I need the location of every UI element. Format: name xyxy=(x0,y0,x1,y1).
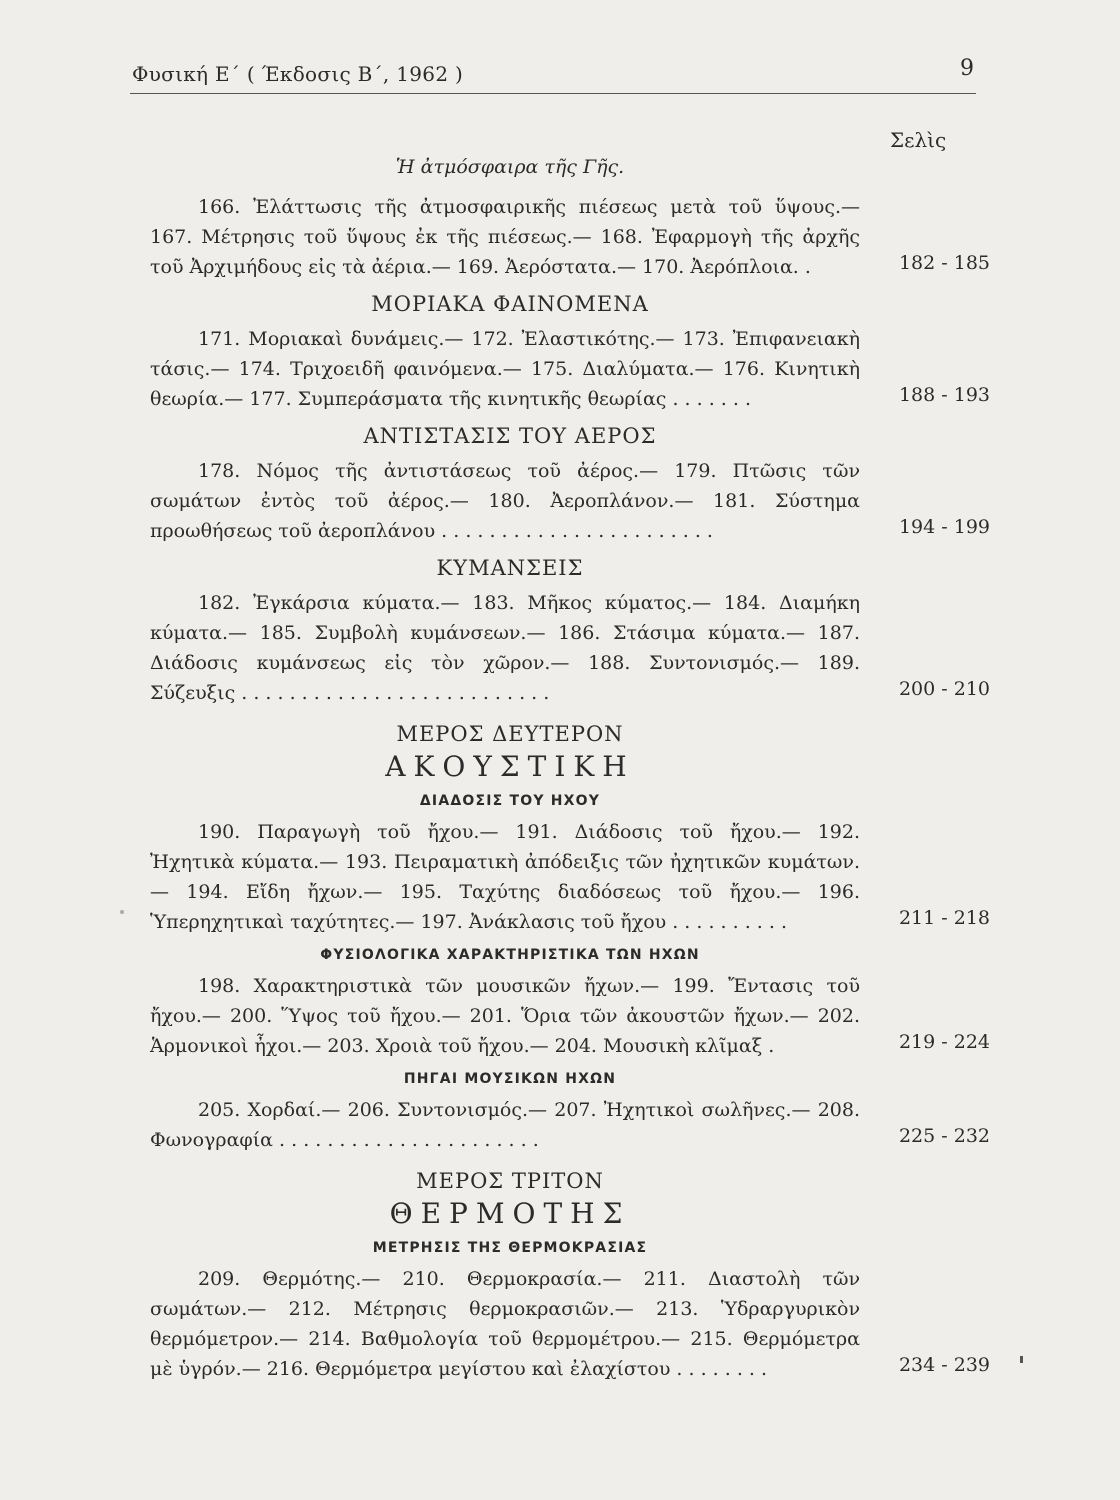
toc-entry-pages: 182 - 185 xyxy=(898,252,990,274)
page-number: 9 xyxy=(960,56,974,81)
toc-entry-pages: 194 - 199 xyxy=(898,516,990,538)
subsection-heading: Ἡ ἀτμόσφαιρα τῆς Γῆς. xyxy=(395,156,625,178)
part-heading: ΜΕΡΟΣ ΤΡΙΤΟΝ xyxy=(416,1169,604,1193)
toc-entry xyxy=(150,588,1000,708)
toc-entry-text: 178. Νόμος τῆς ἀντιστάσεως τοῦ ἀέρος.— 179. Πτῶσις τῶν σωμάτων ἐντὸς τοῦ ἀέρος.— 180. Ἀεροπλάνον.— 181. Σύστημα προωθήσεως τοῦ ἀεροπλάνου . . . . . . . . . . . . . . . . . . . . . . . xyxy=(150,460,860,542)
toc-entry-pages: 200 - 210 xyxy=(898,678,990,700)
toc-entry xyxy=(150,324,1000,414)
toc-entry-text: 205. Χορδαί.— 206. Συντονισμός.— 207. Ἠχητικοὶ σωλῆνες.— 208. Φωνογραφία . . . . . . . . . . . . . . . . . . . . . . xyxy=(150,1099,860,1151)
toc-entry-pages: 219 - 224 xyxy=(898,1031,990,1053)
section-heading: ΑΝΤΙΣΤΑΣΙΣ ΤΟΥ ΑΕΡΟΣ xyxy=(363,424,657,448)
toc-entry xyxy=(150,971,1000,1061)
toc-entry-text: 190. Παραγωγὴ τοῦ ἤχου.— 191. Διάδοσις τοῦ ἤχου.— 192. Ἠχητικὰ κύματα.— 193. Πειραματικὴ ἀπόδειξις τῶν ἠχητικῶν κυμάτων.— 194. Εἴδη ἤχων.— 195. Ταχύτης διαδόσεως τοῦ ἤχου.— 196. Ὑπερηχητικαὶ ταχύτητες.— 197. Ἀνάκλασις τοῦ ἤχου . . . . . . . . . . xyxy=(150,821,860,933)
header-rule xyxy=(130,93,976,94)
toc-entry xyxy=(150,817,1000,937)
toc-entry-text: 171. Μοριακαὶ δυνάμεις.— 172. Ἐλαστικότης.— 173. Ἐπιφανειακὴ τάσις.— 174. Τριχοειδῆ φαινόμενα.— 175. Διαλύματα.— 176. Κινητικὴ θεωρία.— 177. Συμπεράσματα τῆς κινητικῆς θεωρίας . . . . . . . xyxy=(150,328,860,410)
toc-entry xyxy=(150,192,1000,282)
subject-heading: ΘΕΡΜΟΤΗΣ xyxy=(389,1197,631,1230)
toc-blocks xyxy=(150,156,1000,1384)
pages-column-label: Σελὶς xyxy=(890,128,947,152)
chapter-heading: ΜΕΤΡΗΣΙΣ ΤΗΣ ΘΕΡΜΟΚΡΑΣΙΑΣ xyxy=(372,1240,648,1256)
toc-entry-pages: 234 - 239 xyxy=(898,1354,990,1376)
chapter-heading: ΦΥΣΙΟΛΟΓΙΚΑ ΧΑΡΑΚΤΗΡΙΣΤΙΚΑ ΤΩΝ ΗΧΩΝ xyxy=(320,947,700,963)
chapter-heading: ΠΗΓΑΙ ΜΟΥΣΙΚΩΝ ΗΧΩΝ xyxy=(403,1071,617,1087)
table-of-contents xyxy=(150,128,1000,1384)
chapter-heading: ΔΙΑΔΟΣΙΣ ΤΟΥ ΗΧΟΥ xyxy=(419,793,601,809)
section-heading: ΚΥΜΑΝΣΕΙΣ xyxy=(436,556,584,580)
toc-entry-pages: 211 - 218 xyxy=(898,907,990,929)
print-speck xyxy=(120,910,124,914)
running-title: Φυσική Ε΄ ( Έκδοσις Β΄, 1962 ) xyxy=(132,62,464,86)
section-heading: ΜΟΡΙΑΚΑ ΦΑΙΝΟΜΕΝΑ xyxy=(371,292,649,316)
print-speck xyxy=(1020,1356,1023,1363)
toc-entry-text: 166. Ἐλάττωσις τῆς ἀτμοσφαιρικῆς πιέσεως μετὰ τοῦ ὕψους.— 167. Μέτρησις τοῦ ὕψους ἐκ τῆς πιέσεως.— 168. Ἐφαρμογὴ τῆς ἀρχῆς τοῦ Ἀρχιμήδους εἰς τὰ ἀέρια.— 169. Ἀερόστατα.— 170. Ἀερόπλοια. . xyxy=(150,196,860,278)
toc-entry-pages: 188 - 193 xyxy=(898,384,990,406)
toc-entry xyxy=(150,1264,1000,1384)
toc-entry-text: 209. Θερμότης.— 210. Θερμοκρασία.— 211. Διαστολὴ τῶν σωμάτων.— 212. Μέτρησις θερμοκρασιῶν.— 213. Ὑδραργυρικὸν θερμόμετρον.— 214. Βαθμολογία τοῦ θερμομέτρου.— 215. Θερμόμετρα μὲ ὑγρόν.— 216. Θερμόμετρα μεγίστου καὶ ἐλαχίστου . . . . . . . . xyxy=(150,1268,860,1380)
toc-entry xyxy=(150,1095,1000,1155)
toc-entry-pages: 225 - 232 xyxy=(898,1125,990,1147)
part-heading: ΜΕΡΟΣ ΔΕΥΤΕΡΟΝ xyxy=(396,722,624,746)
toc-entry xyxy=(150,456,1000,546)
toc-entry-text: 182. Ἐγκάρσια κύματα.— 183. Μῆκος κύματος.— 184. Διαμήκη κύματα.— 185. Συμβολὴ κυμάνσεων.— 186. Στάσιμα κύματα.— 187. Διάδοσις κυμάνσεως εἰς τὸν χῶρον.— 188. Συντονισμός.— 189. Σύζευξις . . . . . . . . . . . . . . . . . . . . . . . . . . xyxy=(150,592,860,704)
subject-heading: ΑΚΟΥΣΤΙΚΗ xyxy=(385,750,635,783)
toc-entry-text: 198. Χαρακτηριστικὰ τῶν μουσικῶν ἤχων.— 199. Ἔντασις τοῦ ἤχου.— 200. Ὕψος τοῦ ἤχου.— 201. Ὅρια τῶν ἀκουστῶν ἤχων.— 202. Ἁρμονικοὶ ἦχοι.— 203. Χροιὰ τοῦ ἤχου.— 204. Μουσικὴ κλῖμαξ . xyxy=(150,975,860,1057)
